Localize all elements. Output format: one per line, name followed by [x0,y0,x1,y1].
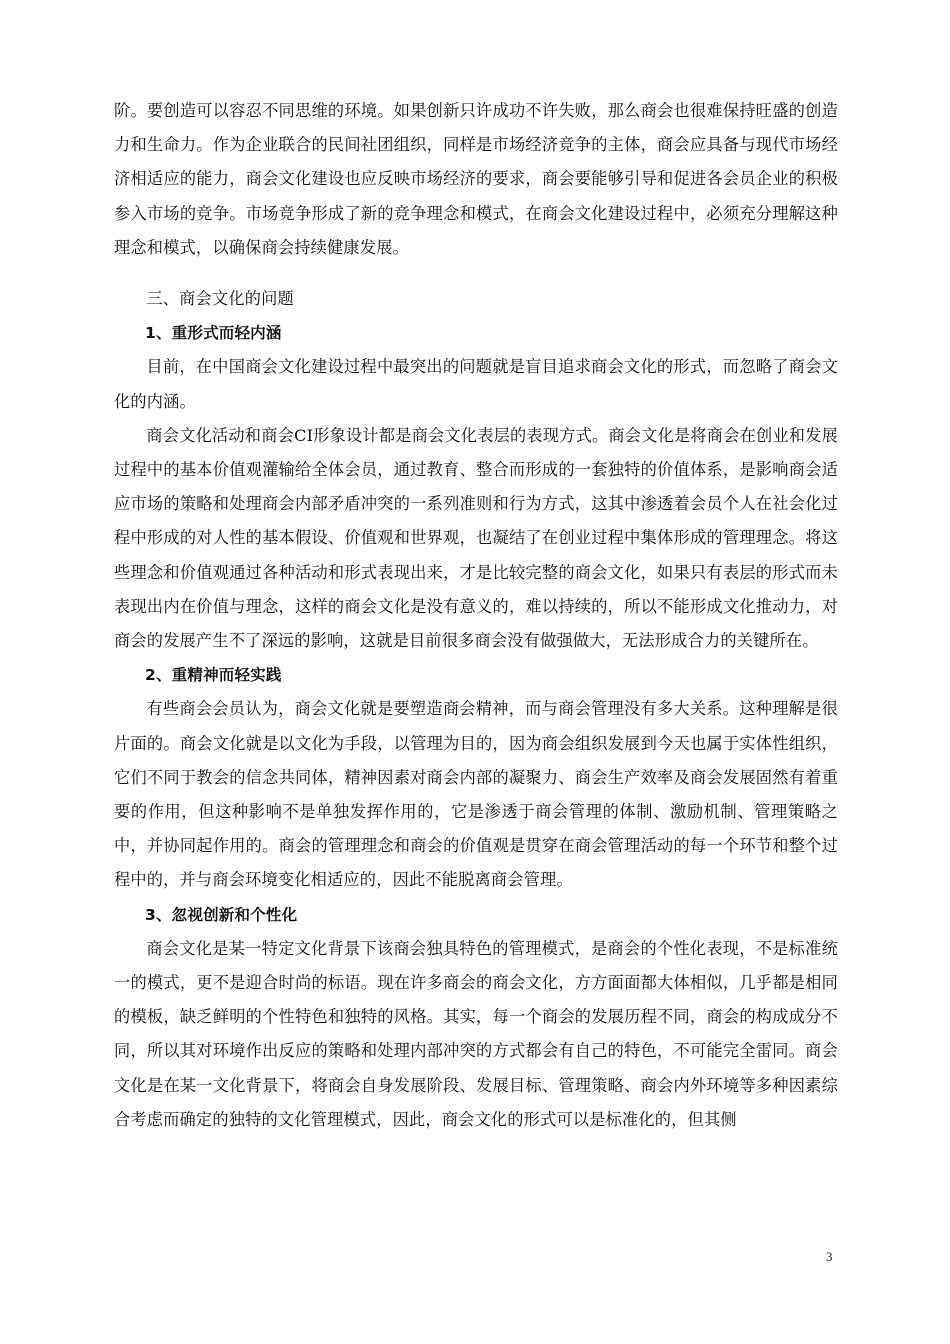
subsection-2-title: 2、重精神而轻实践 [145,666,282,685]
continuation-block [114,94,838,265]
continuation-paragraph: 阶。要创造可以容忍不同思维的环境。如果创新只许成功不许失败，那么商会也很难保持旺盛的创造力和生命力。作为企业联合的民间社团组织，同样是市场经济竞争的主体，商会应具备与现代市场经济相适应的能力，商会文化建设也应反映市场经济的要求，商会要能够引导和促进各会员企业的积极参入市场的竞争。市场竞争形成了新的竞争理念和模式，在商会文化建设过程中，必须充分理解这种理念和模式，以确保商会持续健康发展。 [114,101,838,257]
subsection-3-paragraph-1: 商会文化是某一特定文化背景下该商会独具特色的管理模式，是商会的个性化表现，不是标准统一的模式，更不是迎合时尚的标语。现在许多商会的商会文化，方方面面都大体相似，几乎都是相同的模板，缺乏鲜明的个性特色和独特的风格。其实，每一个商会的发展历程不同，商会的构成成分不同，所以其对环境作出反应的策略和处理内部冲突的方式都会有自己的特色，不可能完全雷同。商会文化是在某一文化背景下，将商会自身发展阶段、发展目标、管理策略、商会内外环境等多种因素综合考虑而确定的独特的文化管理模式，因此，商会文化的形式可以是标准化的，但其侧 [114,938,838,1129]
subsection-1-paragraph-1: 目前，在中国商会文化建设过程中最突出的问题就是盲目追求商会文化的形式，而忽略了商会文化的内涵。 [114,357,838,411]
subsection-2-paragraph-1: 有些商会会员认为，商会文化就是要塑造商会精神，而与商会管理没有多大关系。这种理解是很片面的。商会文化就是以文化为手段，以管理为目的，因为商会组织发展到今天也属于实体性组织，它们不同于教会的信念共同体，精神因素对商会内部的凝聚力、商会生产效率及商会发展固然有着重要的作用，但这种影响不是单独发挥作用的，它是渗透于商会管理的体制、激励机制、管理策略之中，并协同起作用的。商会的管理理念和商会的价值观是贯穿在商会管理活动的每一个环节和整个过程中的，并与商会环境变化相适应的，因此不能脱离商会管理。 [114,699,838,890]
section-title: 三、商会文化的问题 [146,289,294,308]
main-content [114,282,838,1137]
subsection-3-title: 3、忽视创新和个性化 [145,905,298,924]
page-number: 3 [826,1249,833,1264]
subsection-1-paragraph-2: 商会文化活动和商会CI形象设计都是商会文化表层的表现方式。商会文化是将商会在创业和发展过程中的基本价值观灌输给全体会员，通过教育、整合而形成的一套独特的价值体系，是影响商会适应市场的策略和处理商会内部矛盾冲突的一系列准则和行为方式，这其中渗透着会员个人在社会化过程中形成的对人性的基本假设、价值观和世界观，也凝结了在创业过程中集体形成的管理理念。将这些理念和价值观通过各种活动和形式表现出来，才是比较完整的商会文化，如果只有表层的形式而未表现出内在价值与理念，这样的商会文化是没有意义的，难以持续的，所以不能形成文化推动力，对商会的发展产生不了深远的影响，这就是目前很多商会没有做强做大，无法形成合力的关键所在。 [114,425,838,651]
subsection-1-title: 1、重形式而轻内涵 [145,324,282,343]
